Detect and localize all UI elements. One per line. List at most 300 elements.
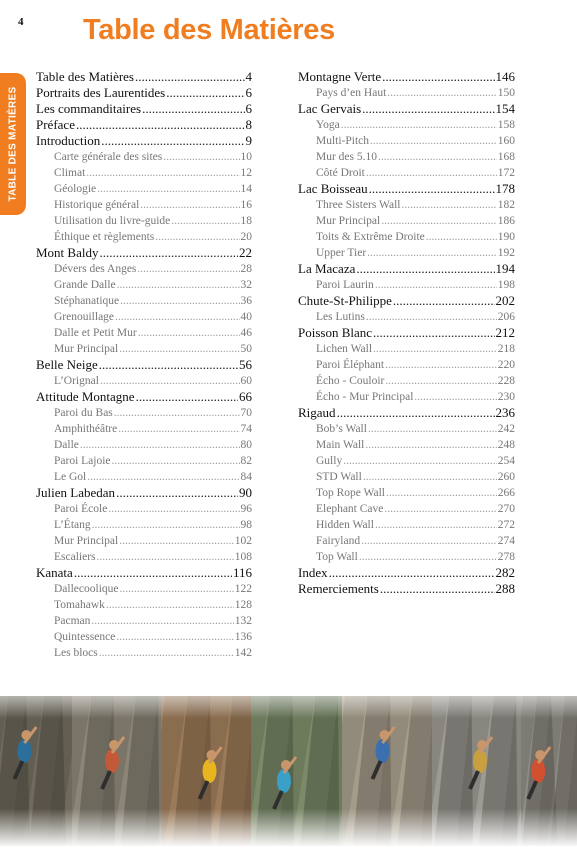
toc-dot-leader — [140, 197, 239, 213]
toc-entry-page: 66 — [239, 389, 252, 404]
toc-entry-page: 96 — [240, 503, 252, 515]
toc-section-entry — [298, 581, 515, 597]
toc-entry-page: 248 — [497, 439, 515, 451]
toc-subsection-entry — [298, 277, 515, 293]
toc-entry-page: 40 — [240, 311, 252, 323]
toc-entry-page: 272 — [497, 519, 515, 531]
toc-section-entry — [36, 117, 252, 133]
toc-entry-page: 12 — [240, 167, 252, 179]
toc-subsection-entry — [298, 197, 515, 213]
toc-entry-page: 202 — [495, 293, 515, 308]
toc-entry-page: 4 — [245, 69, 252, 84]
toc-entry-page: 6 — [245, 85, 252, 100]
toc-entry-page: 50 — [240, 343, 252, 355]
toc-entry-page: 36 — [240, 295, 252, 307]
toc-subsection-entry — [298, 245, 515, 261]
toc-entry-label: Escaliers — [54, 551, 96, 563]
toc-subsection-entry — [36, 597, 252, 613]
toc-subsection-entry — [298, 133, 515, 149]
toc-dot-leader — [414, 389, 496, 405]
toc-entry-label: Upper Tier — [316, 247, 367, 259]
toc-entry-label: Stéphanatique — [54, 295, 120, 307]
toc-entry-page: 242 — [497, 423, 515, 435]
toc-subsection-entry — [298, 549, 515, 565]
toc-entry-page: 70 — [240, 407, 252, 419]
toc-entry-page: 128 — [234, 599, 252, 611]
toc-entry-label: Paroi du Bas — [54, 407, 113, 419]
toc-entry-label: Main Wall — [316, 439, 365, 451]
toc-entry-page: 84 — [240, 471, 252, 483]
toc-entry-label: Fairyland — [316, 535, 361, 547]
toc-entry-page: 22 — [239, 245, 252, 260]
toc-dot-leader — [366, 165, 497, 181]
toc-entry-page: 168 — [497, 151, 515, 163]
toc-entry-label: Paroi Éléphant — [316, 359, 385, 371]
toc-dot-leader — [80, 437, 240, 453]
toc-entry-label: L’Orignal — [54, 375, 99, 387]
toc-dot-leader — [119, 341, 239, 357]
climbing-photo-image — [72, 696, 161, 846]
toc-entry-page: 178 — [495, 181, 515, 196]
toc-entry-page: 10 — [240, 151, 252, 163]
toc-entry-label: Chute-St-Philippe — [298, 293, 392, 308]
toc-entry-label: Rigaud — [298, 405, 336, 420]
toc-entry-label: Écho - Couloir — [316, 375, 385, 387]
toc-entry-label: Côté Droit — [316, 167, 365, 179]
toc-entry-page: 154 — [495, 101, 515, 116]
toc-dot-leader — [116, 629, 233, 645]
climbing-photo-strip — [0, 696, 577, 846]
toc-entry-page: 254 — [497, 455, 515, 467]
toc-entry-label: Paroi Lajoie — [54, 455, 111, 467]
toc-entry-page: 218 — [497, 343, 515, 355]
toc-entry-page: 212 — [495, 325, 515, 340]
toc-entry-label: Lichen Wall — [316, 343, 373, 355]
toc-entry-page: 108 — [234, 551, 252, 563]
toc-entry-page: 282 — [495, 565, 515, 580]
toc-entry-page: 60 — [240, 375, 252, 387]
toc-entry-page: 8 — [245, 117, 252, 132]
toc-entry-page: 18 — [240, 215, 252, 227]
toc-entry-label: Attitude Montagne — [36, 389, 135, 404]
toc-entry-label: Paroi Laurin — [316, 279, 374, 291]
toc-entry-label: Historique général — [54, 199, 140, 211]
toc-subsection-entry — [36, 549, 252, 565]
toc-subsection-entry — [36, 517, 252, 533]
toc-dot-leader — [375, 517, 497, 533]
toc-dot-leader — [373, 325, 494, 341]
toc-entry-label: Pays d’en Haut — [316, 87, 387, 99]
toc-entry-label: Toits & Extrême Droite — [316, 231, 425, 243]
toc-entry-label: Les Lutins — [316, 311, 365, 323]
toc-dot-leader — [385, 357, 497, 373]
toc-dot-leader — [171, 213, 239, 229]
toc-entry-page: 228 — [497, 375, 515, 387]
toc-subsection-entry — [36, 277, 252, 293]
toc-subsection-entry — [36, 645, 252, 661]
toc-entry-page: 46 — [240, 327, 252, 339]
toc-entry-label: Géologie — [54, 183, 97, 195]
toc-entry-label: Top Rope Wall — [316, 487, 385, 499]
toc-subsection-entry — [36, 325, 252, 341]
toc-subsection-entry — [298, 389, 515, 405]
toc-dot-leader — [99, 357, 238, 373]
toc-subsection-entry — [36, 613, 252, 629]
toc-subsection-entry — [298, 485, 515, 501]
toc-dot-leader — [142, 101, 244, 117]
toc-subsection-entry — [36, 261, 252, 277]
toc-subsection-entry — [298, 229, 515, 245]
toc-subsection-entry — [298, 341, 515, 357]
toc-entry-page: 230 — [497, 391, 515, 403]
climber-photo-5 — [342, 696, 432, 846]
toc-subsection-entry — [298, 421, 515, 437]
toc-dot-leader — [366, 309, 497, 325]
toc-entry-label: Portraits des Laurentides — [36, 85, 166, 100]
toc-entry-label: Le Gol — [54, 471, 87, 483]
toc-dot-leader — [138, 325, 240, 341]
toc-subsection-entry — [298, 501, 515, 517]
toc-entry-page: 190 — [497, 231, 515, 243]
toc-dot-leader — [100, 373, 240, 389]
toc-subsection-entry — [298, 117, 515, 133]
toc-entry-page: 132 — [234, 615, 252, 627]
toc-dot-leader — [99, 245, 238, 261]
toc-dot-leader — [117, 277, 240, 293]
toc-entry-label: Remerciements — [298, 581, 379, 596]
toc-dot-leader — [362, 101, 494, 117]
toc-right-column — [298, 69, 515, 597]
toc-dot-leader — [401, 197, 496, 213]
toc-subsection-entry — [298, 309, 515, 325]
toc-dot-leader — [341, 117, 497, 133]
toc-section-entry — [36, 565, 252, 581]
climber-photo-6 — [432, 696, 521, 846]
toc-entry-label: Éthique et règlements — [54, 231, 155, 243]
toc-dot-leader — [101, 133, 244, 149]
toc-entry-label: La Macaza — [298, 261, 356, 276]
toc-subsection-entry — [298, 165, 515, 181]
climber-photo-4 — [251, 696, 342, 846]
side-tab-label: TABLE DES MATIÈRES — [7, 86, 19, 202]
toc-subsection-entry — [36, 149, 252, 165]
toc-dot-leader — [387, 85, 496, 101]
toc-entry-label: Mont Baldy — [36, 245, 99, 260]
toc-section-entry — [36, 101, 252, 117]
toc-subsection-entry — [298, 149, 515, 165]
toc-dot-leader — [86, 165, 239, 181]
toc-entry-page: 266 — [497, 487, 515, 499]
toc-subsection-entry — [36, 629, 252, 645]
toc-entry-label: Les commanditaires — [36, 101, 142, 116]
toc-dot-leader — [386, 485, 497, 501]
toc-dot-leader — [373, 341, 497, 357]
toc-entry-label: L’Étang — [54, 519, 91, 531]
toc-subsection-entry — [36, 373, 252, 389]
toc-entry-page: 28 — [240, 263, 252, 275]
toc-entry-page: 274 — [497, 535, 515, 547]
toc-entry-page: 116 — [232, 565, 252, 580]
toc-subsection-entry — [36, 469, 252, 485]
toc-entry-page: 158 — [497, 119, 515, 131]
toc-dot-leader — [74, 565, 232, 581]
toc-section-entry — [298, 261, 515, 277]
toc-dot-leader — [343, 453, 497, 469]
toc-entry-label: Gully — [316, 455, 343, 467]
toc-subsection-entry — [36, 581, 252, 597]
toc-dot-leader — [393, 293, 495, 309]
toc-dot-leader — [108, 501, 239, 517]
toc-section-entry — [36, 245, 252, 261]
toc-dot-leader — [118, 421, 239, 437]
toc-entry-page: 9 — [245, 133, 252, 148]
climbing-photo-image — [521, 696, 577, 846]
toc-dot-leader — [375, 277, 497, 293]
toc-dot-leader — [367, 245, 497, 261]
toc-dot-leader — [97, 549, 234, 565]
toc-dot-leader — [115, 309, 239, 325]
toc-dot-leader — [369, 181, 495, 197]
toc-entry-page: 278 — [497, 551, 515, 563]
toc-dot-leader — [370, 133, 497, 149]
toc-entry-label: Elephant Cave — [316, 503, 384, 515]
toc-entry-page: 90 — [239, 485, 252, 500]
toc-entry-label: Lac Boisseau — [298, 181, 368, 196]
toc-dot-leader — [116, 485, 238, 501]
toc-entry-page: 74 — [240, 423, 252, 435]
toc-section-entry — [298, 405, 515, 421]
toc-entry-page: 182 — [497, 199, 515, 211]
toc-entry-label: Kanata — [36, 565, 73, 580]
toc-entry-page: 16 — [240, 199, 252, 211]
toc-section-entry — [36, 69, 252, 85]
toc-dot-leader — [87, 469, 239, 485]
toc-dot-leader — [365, 437, 496, 453]
toc-entry-label: Pacman — [54, 615, 91, 627]
toc-subsection-entry — [298, 373, 515, 389]
toc-entry-page: 186 — [497, 215, 515, 227]
toc-dot-leader — [378, 149, 497, 165]
toc-subsection-entry — [298, 517, 515, 533]
toc-dot-leader — [137, 261, 239, 277]
toc-entry-label: Hidden Wall — [316, 519, 374, 531]
toc-entry-label: Quintessence — [54, 631, 116, 643]
toc-section-entry — [36, 133, 252, 149]
toc-entry-label: Table des Matières — [36, 69, 134, 84]
toc-subsection-entry — [298, 213, 515, 229]
toc-entry-page: 136 — [234, 631, 252, 643]
toc-entry-page: 198 — [497, 279, 515, 291]
toc-dot-leader — [114, 405, 240, 421]
toc-entry-page: 98 — [240, 519, 252, 531]
toc-dot-leader — [120, 293, 239, 309]
toc-entry-page: 142 — [234, 647, 252, 659]
climbing-photo-image — [0, 696, 72, 846]
section-side-tab — [0, 73, 26, 215]
toc-entry-label: Utilisation du livre-guide — [54, 215, 171, 227]
toc-entry-label: Mur Principal — [54, 343, 119, 355]
toc-section-entry — [298, 293, 515, 309]
toc-dot-leader — [119, 533, 234, 549]
toc-entry-label: Mur Principal — [54, 535, 119, 547]
climber-photo-1 — [0, 696, 72, 846]
toc-entry-label: Bob’s Wall — [316, 423, 367, 435]
toc-subsection-entry — [298, 437, 515, 453]
toc-entry-label: Les blocs — [54, 647, 98, 659]
toc-entry-page: 80 — [240, 439, 252, 451]
toc-section-entry — [36, 485, 252, 501]
toc-dot-leader — [329, 565, 495, 581]
toc-entry-page: 260 — [497, 471, 515, 483]
toc-dot-leader — [136, 389, 238, 405]
toc-entry-page: 194 — [495, 261, 515, 276]
toc-section-entry — [36, 85, 252, 101]
toc-entry-page: 288 — [495, 581, 515, 596]
toc-entry-page: 122 — [234, 583, 252, 595]
toc-dot-leader — [112, 453, 240, 469]
toc-subsection-entry — [36, 309, 252, 325]
toc-entry-label: Amphithéâtre — [54, 423, 118, 435]
toc-entry-label: Dalle et Petit Mur — [54, 327, 137, 339]
toc-entry-label: Dallecoolique — [54, 583, 119, 595]
toc-entry-label: Index — [298, 565, 328, 580]
toc-dot-leader — [135, 69, 245, 85]
toc-subsection-entry — [36, 341, 252, 357]
page-number: 4 — [18, 16, 24, 28]
toc-subsection-entry — [298, 357, 515, 373]
toc-subsection-entry — [298, 453, 515, 469]
toc-dot-leader — [155, 229, 239, 245]
toc-dot-leader — [363, 469, 497, 485]
toc-entry-label: Montagne Verte — [298, 69, 382, 84]
toc-subsection-entry — [36, 181, 252, 197]
toc-entry-page: 146 — [495, 69, 515, 84]
toc-subsection-entry — [36, 453, 252, 469]
toc-entry-page: 220 — [497, 359, 515, 371]
toc-entry-label: Mur des 5.10 — [316, 151, 378, 163]
page-title: Table des Matières — [83, 14, 335, 46]
toc-subsection-entry — [36, 197, 252, 213]
toc-dot-leader — [382, 69, 494, 85]
toc-dot-leader — [359, 549, 497, 565]
toc-dot-leader — [76, 117, 245, 133]
toc-entry-page: 270 — [497, 503, 515, 515]
toc-entry-label: Préface — [36, 117, 75, 132]
climber-photo-2 — [72, 696, 161, 846]
toc-entry-label: Top Wall — [316, 551, 358, 563]
toc-entry-label: Écho - Mur Principal — [316, 391, 414, 403]
toc-entry-page: 56 — [239, 357, 252, 372]
climbing-photo-image — [432, 696, 521, 846]
toc-section-entry — [298, 325, 515, 341]
toc-dot-leader — [99, 645, 234, 661]
toc-entry-label: Poisson Blanc — [298, 325, 373, 340]
toc-subsection-entry — [36, 293, 252, 309]
toc-entry-page: 192 — [497, 247, 515, 259]
toc-entry-page: 236 — [495, 405, 515, 420]
toc-entry-label: Julien Labedan — [36, 485, 116, 500]
toc-entry-label: Grande Dalle — [54, 279, 116, 291]
toc-entry-label: Carte générale des sites — [54, 151, 163, 163]
toc-dot-leader — [380, 581, 495, 597]
toc-dot-leader — [381, 213, 497, 229]
toc-subsection-entry — [36, 421, 252, 437]
toc-subsection-entry — [36, 501, 252, 517]
toc-entry-label: Dalle — [54, 439, 79, 451]
climbing-photo-image — [251, 696, 342, 846]
toc-entry-label: Climat — [54, 167, 86, 179]
toc-subsection-entry — [298, 85, 515, 101]
climbing-photo-image — [161, 696, 251, 846]
toc-entry-page: 172 — [497, 167, 515, 179]
toc-entry-label: Belle Neige — [36, 357, 98, 372]
toc-dot-leader — [361, 533, 497, 549]
toc-dot-leader — [337, 405, 495, 421]
toc-entry-label: Introduction — [36, 133, 101, 148]
toc-dot-leader — [92, 517, 240, 533]
toc-dot-leader — [120, 581, 234, 597]
toc-dot-leader — [356, 261, 494, 277]
toc-entry-page: 150 — [497, 87, 515, 99]
toc-entry-page: 20 — [240, 231, 252, 243]
toc-left-column — [36, 69, 252, 661]
toc-dot-leader — [166, 85, 244, 101]
toc-section-entry — [36, 357, 252, 373]
toc-entry-page: 6 — [245, 101, 252, 116]
toc-entry-label: Lac Gervais — [298, 101, 362, 116]
toc-subsection-entry — [36, 229, 252, 245]
toc-entry-label: Tomahawk — [54, 599, 105, 611]
toc-dot-leader — [97, 181, 239, 197]
toc-section-entry — [298, 181, 515, 197]
toc-entry-label: Three Sisters Wall — [316, 199, 401, 211]
toc-subsection-entry — [36, 533, 252, 549]
toc-dot-leader — [385, 373, 496, 389]
toc-section-entry — [298, 69, 515, 85]
toc-section-entry — [298, 101, 515, 117]
toc-dot-leader — [106, 597, 234, 613]
toc-subsection-entry — [298, 533, 515, 549]
toc-subsection-entry — [36, 213, 252, 229]
toc-entry-page: 32 — [240, 279, 252, 291]
toc-subsection-entry — [36, 405, 252, 421]
climber-photo-7 — [521, 696, 577, 846]
toc-entry-label: Grenouillage — [54, 311, 115, 323]
toc-entry-page: 102 — [234, 535, 252, 547]
toc-dot-leader — [426, 229, 497, 245]
toc-entry-page: 206 — [497, 311, 515, 323]
toc-subsection-entry — [298, 469, 515, 485]
toc-dot-leader — [384, 501, 496, 517]
toc-section-entry — [36, 389, 252, 405]
toc-dot-leader — [368, 421, 497, 437]
toc-subsection-entry — [36, 165, 252, 181]
climbing-photo-image — [342, 696, 432, 846]
toc-entry-label: Multi-Pitch — [316, 135, 370, 147]
toc-entry-page: 160 — [497, 135, 515, 147]
toc-entry-label: Paroi École — [54, 503, 108, 515]
toc-entry-page: 14 — [240, 183, 252, 195]
toc-entry-label: Yoga — [316, 119, 340, 131]
toc-entry-label: Dévers des Anges — [54, 263, 137, 275]
toc-dot-leader — [91, 613, 233, 629]
toc-entry-label: STD Wall — [316, 471, 362, 483]
toc-entry-page: 82 — [240, 455, 252, 467]
toc-entry-label: Mur Principal — [316, 215, 381, 227]
climber-photo-3 — [161, 696, 251, 846]
toc-subsection-entry — [36, 437, 252, 453]
toc-dot-leader — [163, 149, 239, 165]
